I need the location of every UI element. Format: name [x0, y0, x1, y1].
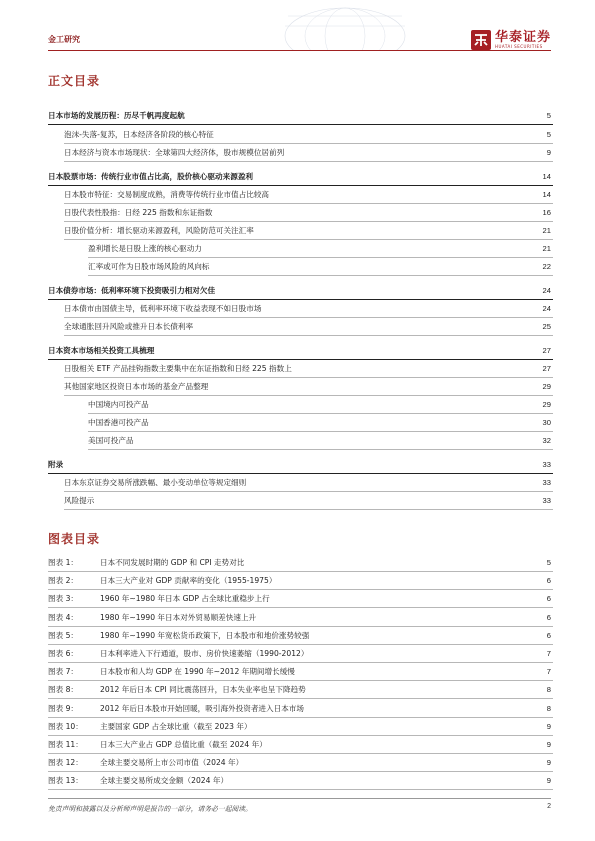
- toc-entry-page: 16: [542, 208, 551, 217]
- toc-entry-text: 附录: [48, 460, 64, 469]
- toc-entry-page: 27: [542, 364, 551, 373]
- toc-entry-page: 27: [542, 346, 551, 355]
- toc-entry[interactable]: [48, 456, 553, 474]
- figure-entry-number: 图表 12：: [48, 758, 83, 768]
- toc-entry-text: 中国境内可投产品: [88, 400, 149, 409]
- figure-entry-text: 1960 年~1980 年日本 GDP 占全球比重稳步上行: [100, 594, 270, 604]
- toc-entry-page: 33: [542, 460, 551, 469]
- toc-entry-text: 日本东京证券交易所涨跌幅、最小变动单位等规定细则: [64, 478, 247, 487]
- toc-entry-page: 33: [542, 478, 551, 487]
- figure-entry-number: 图表 10：: [48, 721, 83, 731]
- toc-entry-text: 盈利增长是日股上涨的核心驱动力: [88, 244, 202, 253]
- toc-entry-page: 21: [542, 226, 551, 235]
- figure-entry-text: 全球主要交易所成交金额（2024 年）: [100, 776, 229, 786]
- figure-entry[interactable]: [48, 663, 553, 681]
- figure-entry-text: 全球主要交易所上市公司市值（2024 年）: [100, 758, 244, 768]
- page-header: [48, 26, 551, 58]
- toc-entry[interactable]: [64, 474, 553, 492]
- toc-entry-text: 日本股市特征：交易制度成熟，消费等传统行业市值占比较高: [64, 190, 270, 199]
- figure-entry-number: 图表 8：: [48, 685, 79, 695]
- toc-entry-page: 24: [542, 304, 551, 313]
- huatai-logo-icon: [470, 29, 492, 51]
- figure-list-title: 图表目录: [48, 532, 101, 546]
- toc-entry-text: 风险提示: [64, 496, 95, 505]
- toc-entry[interactable]: [64, 204, 553, 222]
- figure-entry-number: 图表 6：: [48, 649, 79, 658]
- figure-entry-page: 9: [546, 776, 551, 786]
- figure-entry-page: 6: [546, 594, 551, 604]
- figure-entry-text: 2012 年后日本 CPI 同比震荡回升，日本失业率也呈下降趋势: [100, 685, 306, 695]
- figure-entry-number: 图表 7：: [48, 667, 79, 677]
- figure-entry-text: 日本不同发展时期的 GDP 和 CPI 走势对比: [100, 558, 245, 567]
- toc-entry[interactable]: [48, 168, 553, 186]
- figure-entry-number: 图表 11：: [48, 740, 83, 749]
- toc-entry-text: 中国香港可投产品: [88, 418, 149, 427]
- figure-entry-page: 6: [546, 576, 551, 586]
- figure-entry-text: 日本三大产业对 GDP 贡献率的变化（1955-1975）: [100, 576, 277, 586]
- toc-entry-page: 33: [542, 496, 551, 505]
- figure-entry-text: 日本三大产业占 GDP 总值比重（截至 2024 年）: [100, 740, 267, 749]
- company-logo: [470, 28, 551, 52]
- toc-entry-page: 24: [542, 286, 551, 295]
- figure-entry-number: 图表 3：: [48, 594, 79, 604]
- toc-entry[interactable]: [88, 432, 553, 450]
- figure-entry-text: 日本股市和人均 GDP 在 1990 年~2012 年期间增长缓慢: [100, 667, 295, 677]
- figure-entry[interactable]: [48, 590, 553, 608]
- toc-entry[interactable]: [64, 144, 553, 162]
- toc-entry-text: 汇率或可作为日股市场风险的风向标: [88, 262, 210, 271]
- toc-entry-text: 日本资本市场相关投资工具梳理: [48, 346, 155, 355]
- toc-entry-page: 22: [542, 262, 551, 271]
- footer-divider: [48, 798, 551, 799]
- toc-entry[interactable]: [64, 378, 553, 396]
- toc-entry-page: 25: [542, 322, 551, 331]
- figure-entry[interactable]: [48, 700, 553, 718]
- toc-title: 正文目录: [48, 74, 101, 88]
- toc-entry-page: 14: [542, 190, 551, 199]
- figure-entry[interactable]: [48, 681, 553, 699]
- figure-entry[interactable]: [48, 736, 553, 754]
- toc-entry[interactable]: [88, 414, 553, 432]
- header-tag: 金工研究: [48, 34, 80, 44]
- figure-entry-page: 6: [546, 630, 551, 640]
- figure-entry[interactable]: [48, 754, 553, 772]
- figure-entry-text: 2012 年后日本股市开始回暖，吸引海外投资者进入日本市场: [100, 703, 304, 713]
- toc-entry-text: 美国可投产品: [88, 436, 134, 445]
- toc-entry[interactable]: [64, 300, 553, 318]
- toc-entry-page: 30: [542, 418, 551, 427]
- toc-entry-page: 29: [542, 400, 551, 409]
- toc-entry[interactable]: [64, 360, 553, 378]
- toc-entry-page: 29: [542, 382, 551, 391]
- toc-entry-page: 9: [546, 148, 551, 157]
- toc-entry[interactable]: [48, 282, 553, 300]
- figure-entry[interactable]: [48, 554, 553, 572]
- figure-entry-number: 图表 13：: [48, 776, 83, 786]
- toc-entry-page: 5: [546, 111, 551, 120]
- figure-entry-number: 图表 2：: [48, 576, 79, 586]
- toc-entry-page: 5: [546, 130, 551, 139]
- header-divider: [48, 50, 551, 51]
- toc-entry-text: 日股价值分析：增长驱动来源盈利，风险防范可关注汇率: [64, 226, 254, 235]
- figure-entry-number: 图表 5：: [48, 630, 79, 640]
- figure-entry-page: 8: [546, 685, 551, 695]
- toc-entry-text: 日股代表性股指：日经 225 指数和东证指数: [64, 208, 213, 217]
- toc-entry[interactable]: [64, 186, 553, 204]
- toc-entry-page: 14: [542, 172, 551, 181]
- figure-entry-text: 1980 年~1990 年日本对外贸易顺差快速上升: [100, 612, 257, 622]
- toc-entry[interactable]: [64, 222, 553, 240]
- toc-entry-text: 泡沫-失落-复苏，日本经济各阶段的核心特征: [64, 130, 214, 139]
- toc-entry[interactable]: [88, 396, 553, 414]
- figure-entry-page: 8: [546, 703, 551, 713]
- figure-entry-text: 日本利率进入下行通道，股市、房价快速萎缩（1990-2012）: [100, 649, 309, 658]
- toc-entry[interactable]: [48, 107, 553, 125]
- disclaimer-note: 免责声明和披露以及分析师声明是报告的一部分，请务必一起阅读。: [48, 805, 252, 813]
- toc-entry-page: 21: [542, 244, 551, 253]
- logo-en: HUATAI SECURITIES: [494, 44, 543, 49]
- figure-entry[interactable]: [48, 609, 553, 627]
- logo-cn: 华泰证券: [494, 30, 551, 45]
- toc-entry-text: 日本经济与资本市场现状：全球第四大经济体，股市规模位居前列: [64, 148, 285, 157]
- figure-entry-page: 9: [546, 740, 551, 749]
- toc-entry[interactable]: [48, 342, 553, 360]
- toc-entry-text: 日本债市由国债主导，低利率环境下收益表现不如日股市场: [64, 304, 262, 313]
- page-number: 2: [547, 803, 551, 810]
- figure-entry[interactable]: [48, 718, 553, 736]
- figure-entry-page: 9: [546, 721, 551, 731]
- figure-entry-page: 5: [546, 558, 551, 567]
- figure-entry-text: 1980 年~1990 年宽松货币政策下，日本股市和地价涨势较强: [100, 630, 310, 640]
- toc-entry-text: 日本债券市场：低利率环境下投资吸引力相对欠佳: [48, 286, 216, 295]
- toc-entry[interactable]: [64, 318, 553, 336]
- figure-entry[interactable]: [48, 772, 553, 790]
- toc-entry-text: 日股相关 ETF 产品挂钩指数主要集中在东证指数和日经 225 指数上: [64, 364, 292, 373]
- figure-entry-page: 7: [546, 667, 551, 677]
- toc-entry-text: 日本股票市场：传统行业市值占比高，股价核心驱动来源盈利: [48, 172, 254, 181]
- figure-entry-number: 图表 4：: [48, 612, 79, 622]
- toc-entry[interactable]: [88, 240, 553, 258]
- figure-entry-number: 图表 1：: [48, 558, 79, 567]
- toc-entry[interactable]: [64, 126, 553, 144]
- figure-entry-page: 7: [546, 649, 551, 658]
- toc-entry-page: 32: [542, 436, 551, 445]
- figure-entry[interactable]: [48, 572, 553, 590]
- figure-entry[interactable]: [48, 645, 553, 663]
- figure-entry-text: 主要国家 GDP 占全球比重（截至 2023 年）: [100, 721, 252, 731]
- figure-entry[interactable]: [48, 627, 553, 645]
- figure-entry-page: 6: [546, 612, 551, 622]
- figure-entry-number: 图表 9：: [48, 703, 79, 713]
- toc-entry-text: 其他国家地区投资日本市场的基金产品整理: [64, 382, 209, 391]
- toc-entry-text: 全球通胀回升风险或推升日本长债利率: [64, 322, 194, 331]
- figure-entry-page: 9: [546, 758, 551, 768]
- toc-entry-text: 日本市场的发展历程：历尽千帆再度起航: [48, 111, 185, 120]
- globe-watermark-icon: [280, 6, 410, 51]
- toc-entry[interactable]: [64, 492, 553, 510]
- toc-entry[interactable]: [88, 258, 553, 276]
